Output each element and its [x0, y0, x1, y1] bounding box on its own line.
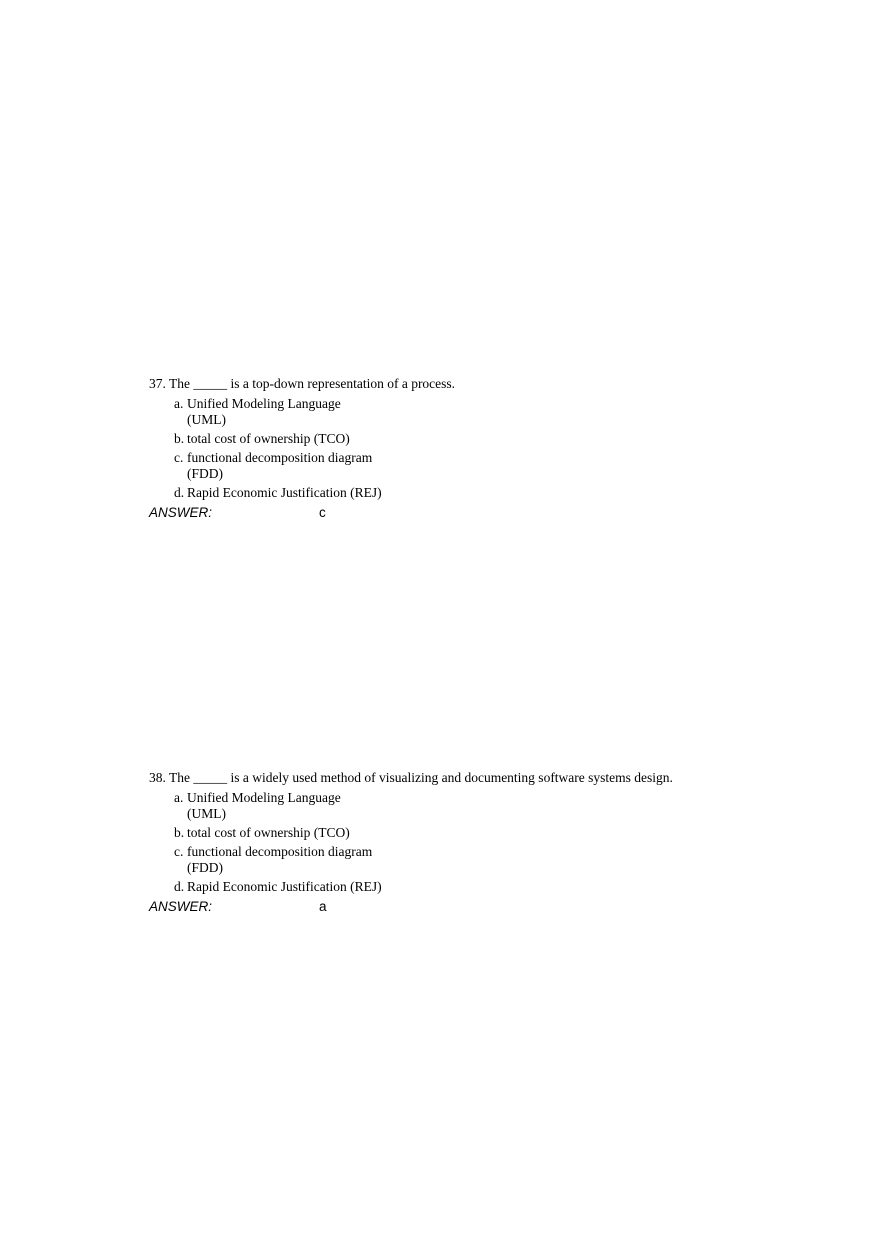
- answer-row: [149, 898, 789, 916]
- question-stem: 37. The _____ is a top-down representation of a process.: [149, 376, 456, 391]
- option-letter: c.: [174, 844, 184, 859]
- option-letter: d.: [174, 879, 185, 894]
- option-letter: b.: [174, 825, 185, 840]
- option-text: total cost of ownership (TCO): [187, 825, 350, 840]
- answer-label: ANSWER:: [149, 505, 213, 520]
- question-stem: 38. The _____ is a widely used method of visualizing and documenting software systems design.: [149, 770, 673, 785]
- answer-value: c: [319, 505, 326, 520]
- option-text: Unified Modeling Language (UML): [187, 790, 341, 821]
- option-a: [174, 790, 789, 822]
- option-text: Rapid Economic Justification (REJ): [187, 879, 382, 894]
- option-letter: a.: [174, 790, 184, 805]
- option-c: [174, 844, 789, 876]
- answer-row: [149, 504, 789, 522]
- option-d: [174, 485, 789, 501]
- option-text: total cost of ownership (TCO): [187, 431, 350, 446]
- option-b: [174, 825, 789, 841]
- options-list: [149, 790, 789, 895]
- option-text: Rapid Economic Justification (REJ): [187, 485, 382, 500]
- option-letter: a.: [174, 396, 184, 411]
- question-37: [149, 375, 789, 522]
- option-text: Unified Modeling Language (UML): [187, 396, 341, 427]
- option-letter: b.: [174, 431, 185, 446]
- question-38: [149, 769, 789, 916]
- option-d: [174, 879, 789, 895]
- option-letter: c.: [174, 450, 184, 465]
- option-text: functional decomposition diagram (FDD): [187, 450, 373, 481]
- answer-value: a: [319, 899, 327, 914]
- answer-label: ANSWER:: [149, 899, 213, 914]
- option-a: [174, 396, 789, 428]
- option-text: functional decomposition diagram (FDD): [187, 844, 373, 875]
- option-letter: d.: [174, 485, 185, 500]
- options-list: [149, 396, 789, 501]
- option-b: [174, 431, 789, 447]
- option-c: [174, 450, 789, 482]
